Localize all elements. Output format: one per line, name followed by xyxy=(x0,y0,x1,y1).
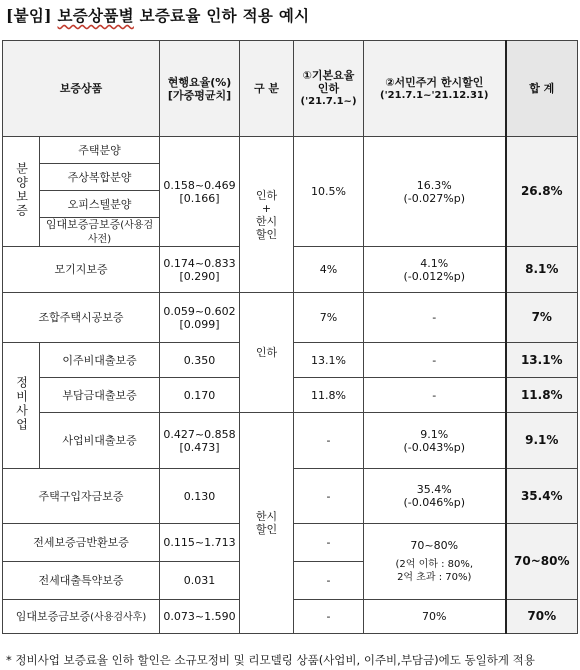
product-name: 조합주택시공보증 xyxy=(3,293,160,343)
header-row xyxy=(3,41,578,137)
table-row xyxy=(3,293,578,343)
division-temp: 한시 할인 xyxy=(240,413,294,634)
header-product: 보증상품 xyxy=(3,41,160,137)
basic-cell: - xyxy=(294,469,364,524)
basic-cell: 11.8% xyxy=(294,378,364,413)
low-cell: 16.3% (-0.027%p) xyxy=(364,137,506,247)
rate-cell: 0.174~0.833 [0.290] xyxy=(160,247,240,293)
rate-cell: 0.170 xyxy=(160,378,240,413)
total-cell: 7% xyxy=(506,293,578,343)
basic-cell: 4% xyxy=(294,247,364,293)
product-name: 모기지보증 xyxy=(3,247,160,293)
product-name: 이주비대출보증 xyxy=(40,343,160,378)
product-name: 오피스텔분양 xyxy=(40,191,160,218)
page-title xyxy=(6,4,309,26)
product-name: 주상복합분양 xyxy=(40,164,160,191)
product-name: 주택분양 xyxy=(40,137,160,164)
rate-cell: 0.427~0.858 [0.473] xyxy=(160,413,240,469)
low-cell: 70% xyxy=(364,600,506,634)
rate-table xyxy=(2,40,578,634)
rate-cell: 0.031 xyxy=(160,562,240,600)
product-name: 전세대출특약보증 xyxy=(3,562,160,600)
header-low: ②서민주거 한시할인 ('21.7.1~'21.12.31) xyxy=(364,41,506,137)
rate-cell: 0.115~1.713 xyxy=(160,524,240,562)
basic-cell: - xyxy=(294,562,364,600)
total-cell: 26.8% xyxy=(506,137,578,247)
division-cut: 인하 xyxy=(240,293,294,413)
basic-cell: - xyxy=(294,413,364,469)
table-row xyxy=(3,413,578,469)
rate-cell: 0.158~0.469 [0.166] xyxy=(160,137,240,247)
group-presale: 분양보증 xyxy=(3,137,40,247)
product-name: 전세보증금반환보증 xyxy=(3,524,160,562)
low-cell: - xyxy=(364,343,506,378)
product-name: 부담금대출보증 xyxy=(40,378,160,413)
product-name: 임대보증금보증(사용검사후) xyxy=(3,600,160,634)
total-cell: 70~80% xyxy=(506,524,578,600)
low-cell: 4.1% (-0.012%p) xyxy=(364,247,506,293)
product-name: 사업비대출보증 xyxy=(40,413,160,469)
total-cell: 11.8% xyxy=(506,378,578,413)
header-total: 합 계 xyxy=(506,41,578,137)
basic-cell: - xyxy=(294,524,364,562)
basic-cell: - xyxy=(294,600,364,634)
header-basic: ①기본요율 인하 ('21.7.1~) xyxy=(294,41,364,137)
rate-cell: 0.073~1.590 xyxy=(160,600,240,634)
product-name: 임대보증금보증(사용검사전) xyxy=(40,218,160,247)
header-rate: 현행요율(%) [가중평균치] xyxy=(160,41,240,137)
title-rest: 보증료율 인하 적용 예시 xyxy=(133,6,310,25)
division-cut-temp: 인하 + 한시 할인 xyxy=(240,137,294,293)
header-division: 구 분 xyxy=(240,41,294,137)
basic-cell: 7% xyxy=(294,293,364,343)
low-cell: - xyxy=(364,378,506,413)
total-cell: 35.4% xyxy=(506,469,578,524)
rate-cell: 0.059~0.602 [0.099] xyxy=(160,293,240,343)
title-prefix: [붙임] xyxy=(6,6,58,25)
title-underlined: 보증상품별 xyxy=(57,6,134,25)
rate-cell: 0.130 xyxy=(160,469,240,524)
table-row xyxy=(3,137,578,164)
total-cell: 70% xyxy=(506,600,578,634)
low-cell: - xyxy=(364,293,506,343)
group-maint: 정비사업 xyxy=(3,343,40,469)
basic-cell: 10.5% xyxy=(294,137,364,247)
total-cell: 8.1% xyxy=(506,247,578,293)
total-cell: 9.1% xyxy=(506,413,578,469)
product-name: 주택구입자금보증 xyxy=(3,469,160,524)
low-cell: 9.1% (-0.043%p) xyxy=(364,413,506,469)
low-cell: 70~80% (2억 이하 : 80%, 2억 초과 : 70%) xyxy=(364,524,506,600)
rate-cell: 0.350 xyxy=(160,343,240,378)
total-cell: 13.1% xyxy=(506,343,578,378)
basic-cell: 13.1% xyxy=(294,343,364,378)
footnote: * 정비사업 보증료율 인하 할인은 소규모정비 및 리모델링 상품(사업비, 이주비,부담금)에도 동일하게 적용 xyxy=(6,653,535,667)
low-cell: 35.4% (-0.046%p) xyxy=(364,469,506,524)
